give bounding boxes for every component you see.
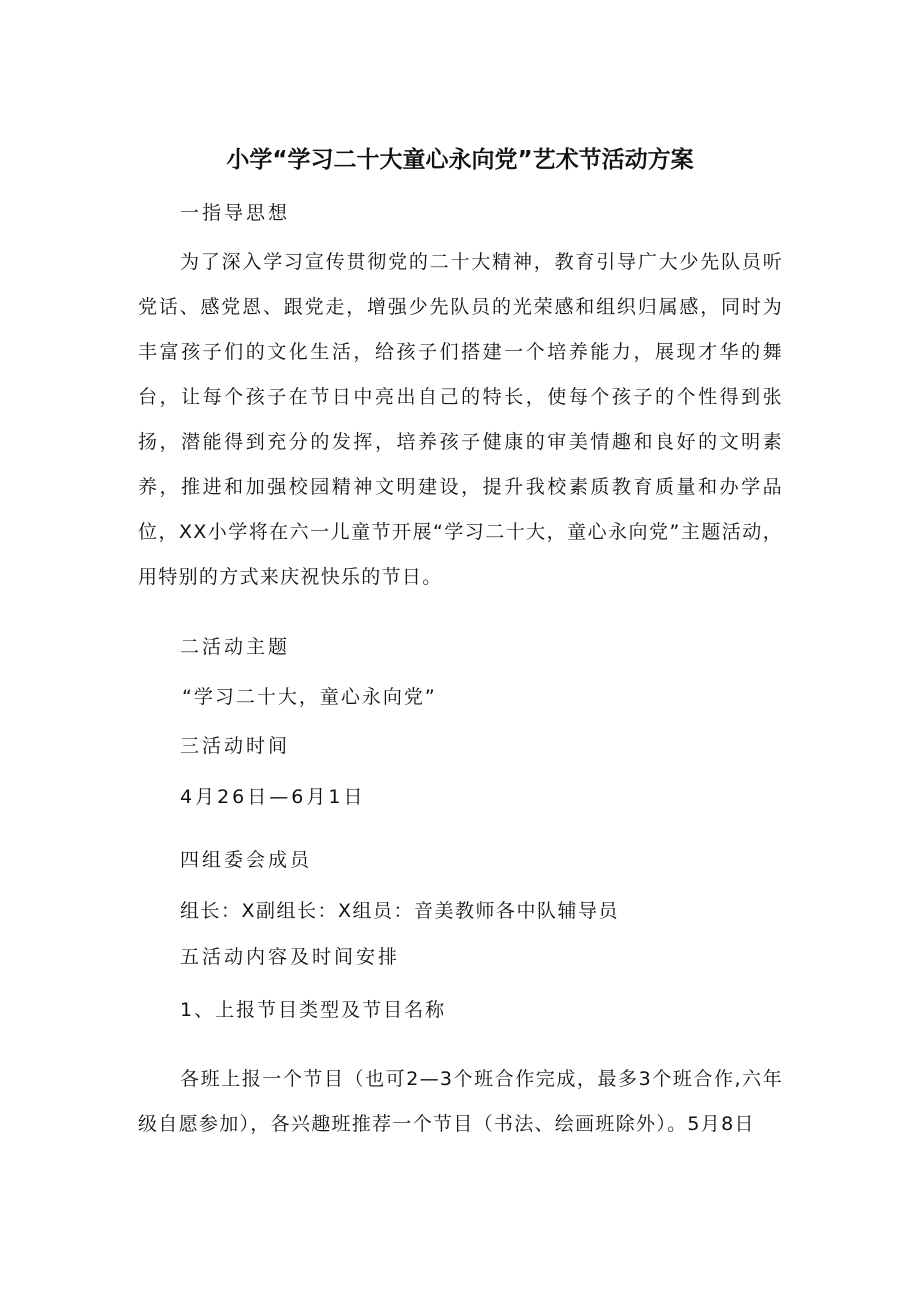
- paragraph-text: 各班上报一个节目（也可2—3个班合作完成，最多3个班合作,六年级自愿参加），各兴趣班推荐一个节目（书法、绘画班除外）。5月8日: [138, 1068, 783, 1135]
- activity-theme-text: “学习二十大，童心永向党”: [182, 686, 437, 708]
- document-title: 小学“学习二十大童心永向党”艺术节活动方案: [226, 147, 694, 173]
- activity-time-text: 4月26日—6月1日: [180, 786, 366, 808]
- section-paragraph-guiding-ideology: [138, 240, 783, 600]
- section-paragraph-activity-content: [138, 1057, 783, 1147]
- section-heading-guiding-ideology: 一指导思想: [180, 202, 291, 224]
- paragraph-text: 为了深入学习宣传贯彻党的二十大精神，教育引导广大少先队员听党话、感党恩、跟党走，增强少先队员的光荣感和组织归属感，同时为丰富孩子们的文化生活，给孩子们搭建一个培养能力，展现才华的舞台，让每个孩子在节日中亮出自己的特长，使每个孩子的个性得到张扬，潜能得到充分的发挥，培养孩子健康的审美情趣和良好的文明素养，推进和加强校园精神文明建设，提升我校素质教育质量和办学品位，XX小学将在六一儿童节开展“学习二十大，童心永向党”主题活动，用特别的方式来庆祝快乐的节日。: [138, 251, 783, 588]
- section-heading-committee-members: 四组委会成员: [180, 849, 313, 871]
- committee-members-text: 组长：X副组长：X组员：音美教师各中队辅导员: [180, 900, 620, 922]
- section-heading-activity-time: 三活动时间: [180, 735, 291, 757]
- section-heading-activity-content: 五活动内容及时间安排: [180, 946, 401, 968]
- section-heading-activity-theme: 二活动主题: [180, 636, 291, 658]
- activity-content-item-1: 1、上报节目类型及节目名称: [180, 999, 447, 1021]
